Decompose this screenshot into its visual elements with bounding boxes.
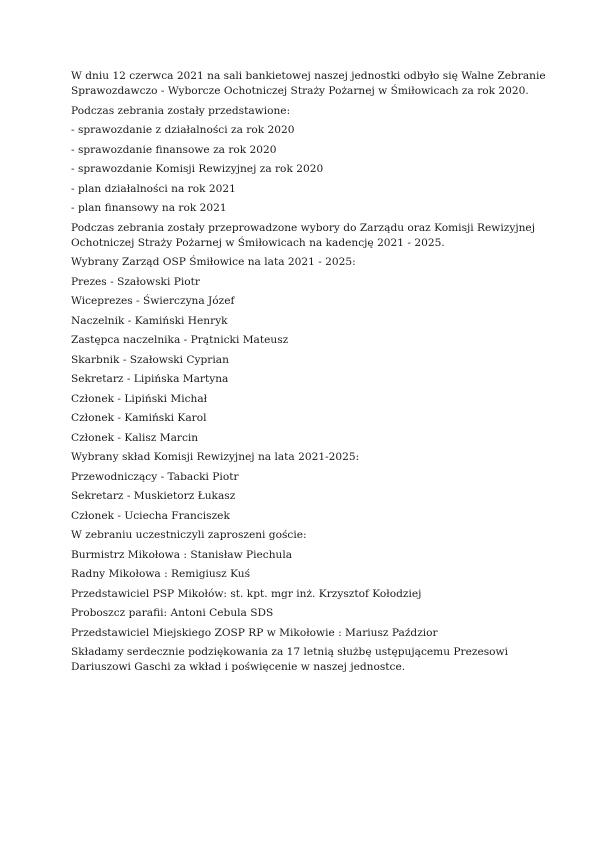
guests-heading: W zebraniu uczestniczyli zaproszeni goście:	[71, 529, 307, 541]
elections-line-2: Ochotniczej Straży Pożarnej w Śmiłowicach na kadencję 2021 - 2025.	[71, 236, 445, 249]
board-member: Skarbnik - Szałowski Cyprian	[71, 353, 229, 366]
audit-member: Sekretarz - Muskietorz Łukasz	[71, 490, 236, 502]
board-heading: Wybrany Zarząd OSP Śmiłowice na lata 2021 - 2025:	[71, 256, 356, 268]
presented-item: - plan finansowy na rok 2021	[71, 202, 227, 214]
intro-line-2: Sprawozdawczo - Wyborcze Ochotniczej Straży Pożarnej w Śmiłowicach za rok 2020.	[71, 85, 529, 97]
presented-item: - sprawozdanie finansowe za rok 2020	[71, 143, 277, 156]
guest-item: Proboszcz parafii: Antoni Cebula SDS	[71, 607, 274, 619]
guest-item: Burmistrz Mikołowa : Stanisław Piechula	[71, 548, 293, 561]
board-member: Sekretarz - Lipińska Martyna	[71, 373, 229, 385]
board-member: Zastępca naczelnika - Prątnicki Mateusz	[71, 334, 289, 346]
presented-item: - sprawozdanie Komisji Rewizyjnej za rok 2020	[71, 163, 324, 175]
thanks-paragraph	[71, 645, 541, 675]
board-member: Naczelnik - Kamiński Henryk	[71, 314, 228, 327]
board-member: Wiceprezes - Świerczyna Józef	[71, 295, 235, 307]
presented-heading: Podczas zebrania zostały przedstawione:	[71, 104, 291, 117]
elections-paragraph	[71, 221, 541, 251]
audit-heading: Wybrany skład Komisji Rewizyjnej na lata 2021-2025:	[71, 451, 360, 463]
guest-item: Radny Mikołowa : Remigiusz Kuś	[71, 568, 251, 580]
guest-item: Przedstawiciel Miejskiego ZOSP RP w Mikołowie : Mariusz Paździor	[71, 626, 438, 639]
audit-member: Przewodniczący - Tabacki Piotr	[71, 470, 239, 483]
intro-line-1: W dniu 12 czerwca 2021 na sali bankietowej naszej jednostki odbyło się Walne Zebranie	[71, 70, 546, 82]
guest-item: Przedstawiciel PSP Mikołów: st. kpt. mgr inż. Krzysztof Kołodziej	[71, 587, 422, 600]
thanks-line-1: Składamy serdecznie podziękowania za 17 letnią służbę ustępującemu Prezesowi	[71, 646, 508, 658]
presented-item: - plan działalności na rok 2021	[71, 182, 236, 195]
thanks-line-2: Dariuszowi Gaschi za wkład i poświęcenie w naszej jednostce.	[71, 661, 406, 673]
document-page	[71, 69, 546, 680]
audit-member: Członek - Uciecha Franciszek	[71, 509, 230, 522]
elections-line-1: Podczas zebrania zostały przeprowadzone wybory do Zarządu oraz Komisji Rewizyjnej	[71, 221, 535, 234]
presented-item: - sprawozdanie z działalności za rok 2020	[71, 124, 295, 136]
board-member: Członek - Kalisz Marcin	[71, 431, 199, 444]
board-member: Członek - Kamiński Karol	[71, 412, 207, 424]
intro-paragraph	[71, 69, 546, 99]
board-member: Prezes - Szałowski Piotr	[71, 275, 200, 288]
board-member: Członek - Lipiński Michał	[71, 392, 208, 405]
